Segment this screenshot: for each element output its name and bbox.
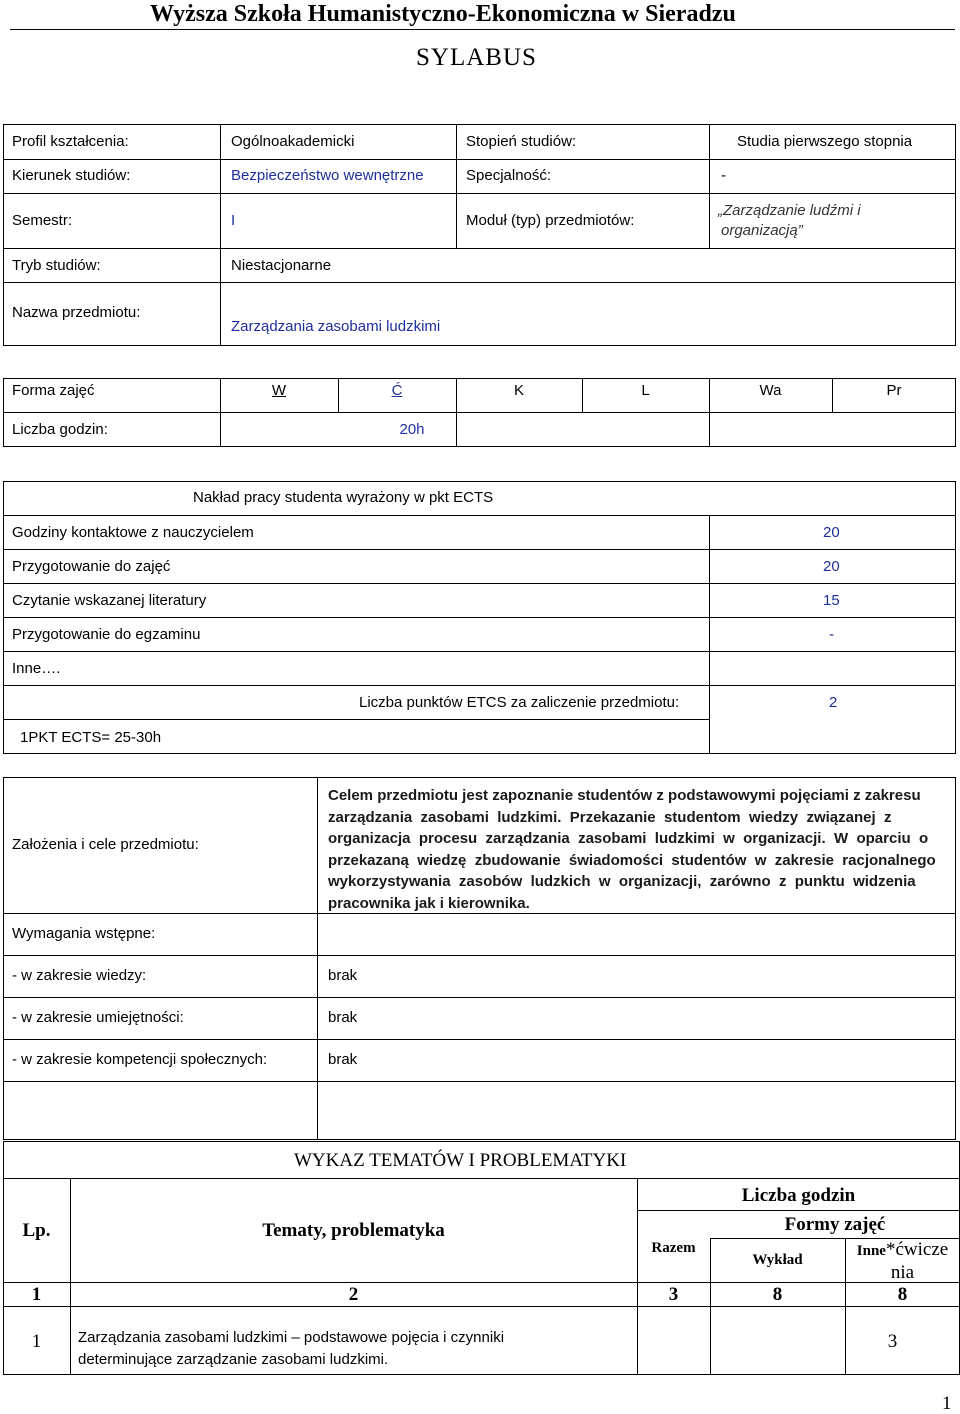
tryb-value: Niestacjonarne [231,257,332,274]
ects-title: Nakład pracy studenta wyrażony w pkt ECTS [193,489,494,506]
topic-row-lp: 1 [31,1331,42,1352]
page-number: 1 [942,1393,952,1414]
form-type-wa: Wa [759,382,782,399]
liczba-godzin-label: Liczba godzin: [12,421,108,438]
requirement-label: - w zakresie kompetencji społecznych: [12,1051,268,1068]
modul-value-line2: organizacją” [721,222,803,239]
divider [3,955,956,956]
divider [3,583,956,584]
kierunek-value: Bezpieczeństwo wewnętrzne [231,167,424,184]
divider [3,282,956,283]
form-type-w: W [271,382,287,399]
profil-value: Ogólnoakademicki [231,133,355,150]
col-forms: Formy zajęć [784,1214,886,1235]
ects-row-label: Przygotowanie do zajęć [12,558,171,575]
ects-total-label: Liczba punktów ETCS za zaliczenie przedmiotu: [359,694,680,711]
semestr-label: Semestr: [12,212,73,229]
col-number: 8 [897,1284,908,1305]
topic-row-text: Zarządzania zasobami ludzkimi – podstawowe pojęcia i czynniki [78,1329,505,1346]
form-type-l: L [641,382,650,399]
topics-title: WYKAZ TEMATÓW I PROBLEMATYKI [294,1150,627,1171]
requirement-value: brak [328,1009,358,1026]
divider [3,1178,960,1179]
col-number: 1 [31,1284,42,1305]
goals-text-line: organizacja procesu zarządzania zasobami ludzkimi w organizacji. W oparciu o [328,830,929,847]
col-number: 8 [772,1284,783,1305]
divider [456,124,457,248]
ects-total-value: 2 [829,694,838,711]
stopien-label: Stopień studiów: [466,133,577,150]
goals-text-line: wykorzystywania zasobów ludzkich w organizacji, zarówno z punktu widzenia [328,873,916,890]
form-type-pr: Pr [886,382,902,399]
form-type-k: K [513,382,524,399]
topic-row-text: determinujące zarządzanie zasobami ludzkimi. [78,1351,389,1368]
goals-text-line: przekazaną wiedzę zbudowanie świadomości studentów w zakresie racjonalnego [328,851,936,869]
nazwa-label: Nazwa przedmiotu: [12,304,141,321]
info-table [3,124,956,346]
requirements-label: Wymagania wstępne: [12,925,156,942]
kierunek-label: Kierunek studiów: [12,167,131,184]
liczba-godzin-value: 20h [399,421,425,438]
forma-zajec-label: Forma zajęć [12,382,95,399]
goals-text-line: zarządzania zasobami ludzkimi. Przekazanie studentom wiedzy związanej z [328,808,892,826]
ects-row-label: Godziny kontaktowe z nauczycielem [12,524,254,541]
col-inne-suffix: *ćwicze [885,1239,949,1260]
goals-text-line: Celem przedmiotu jest zapoznanie studentów z podstawowymi pojęciami z zakresu [328,787,921,804]
divider [3,719,709,720]
divider [709,515,710,754]
tryb-label: Tryb studiów: [12,257,101,274]
col-topics: Tematy, problematyka [262,1220,445,1241]
divider [3,412,956,413]
nazwa-value: Zarządzania zasobami ludzkimi [231,318,441,335]
divider [3,515,956,516]
divider [70,1178,71,1375]
school-name: Wyższa Szkoła Humanistyczno-Ekonomiczna w Sieradzu [150,1,736,27]
divider [3,1081,956,1082]
goals-text [328,785,944,914]
modul-label: Moduł (typ) przedmiotów: [466,212,635,229]
col-wyklad: Wykład [752,1252,803,1268]
goals-text-line: pracownika jak i kierownika. [328,894,530,912]
divider [3,1282,960,1283]
divider [3,997,956,998]
ects-row-value: 20 [823,558,840,575]
ects-row-label: Inne…. [12,660,61,677]
col-razem: Razem [651,1240,696,1256]
divider [637,1210,960,1211]
col-inne [845,1239,960,1285]
divider [317,777,318,1140]
divider [709,124,710,248]
requirement-label: - w zakresie wiedzy: [12,967,147,984]
col-inne-suffix: nia [890,1262,915,1283]
form-type-c: Ć [391,382,403,399]
divider [3,549,956,550]
ects-row-value: 20 [823,524,840,541]
requirement-value: brak [328,967,358,984]
ects-row-label: Czytanie wskazanej literatury [12,592,207,609]
divider [3,248,956,249]
divider [3,651,956,652]
col-lp: Lp. [22,1220,51,1241]
divider [3,1306,960,1307]
stopien-value: Studia pierwszego stopnia [737,133,913,150]
divider [3,159,956,160]
col-number: 2 [348,1284,359,1305]
ects-note: 1PKT ECTS= 25-30h [20,729,162,746]
divider [3,193,956,194]
goals-label: Założenia i cele przedmiotu: [12,836,199,853]
semestr-value: I [231,212,236,229]
profil-label: Profil kształcenia: [12,133,129,150]
header-rule [10,29,955,30]
specjalnosc-value: - [721,167,726,184]
requirement-value: brak [328,1051,358,1068]
col-hours: Liczba godzin [741,1185,856,1206]
page-title: SYLABUS [416,44,537,71]
topic-row-razem: 3 [887,1331,898,1352]
col-number: 3 [668,1284,679,1305]
ects-row-value: - [829,626,834,643]
divider [637,1178,638,1375]
divider [220,124,221,346]
divider [3,685,956,686]
specjalnosc-label: Specjalność: [466,167,552,184]
requirement-label: - w zakresie umiejętności: [12,1009,184,1026]
modul-value-line1: „Zarządzanie ludźmi i [718,202,861,219]
ects-row-value: 15 [823,592,840,609]
col-inne-label: Inne [856,1243,886,1259]
divider [3,1039,956,1040]
divider [3,617,956,618]
ects-row-label: Przygotowanie do egzaminu [12,626,201,643]
